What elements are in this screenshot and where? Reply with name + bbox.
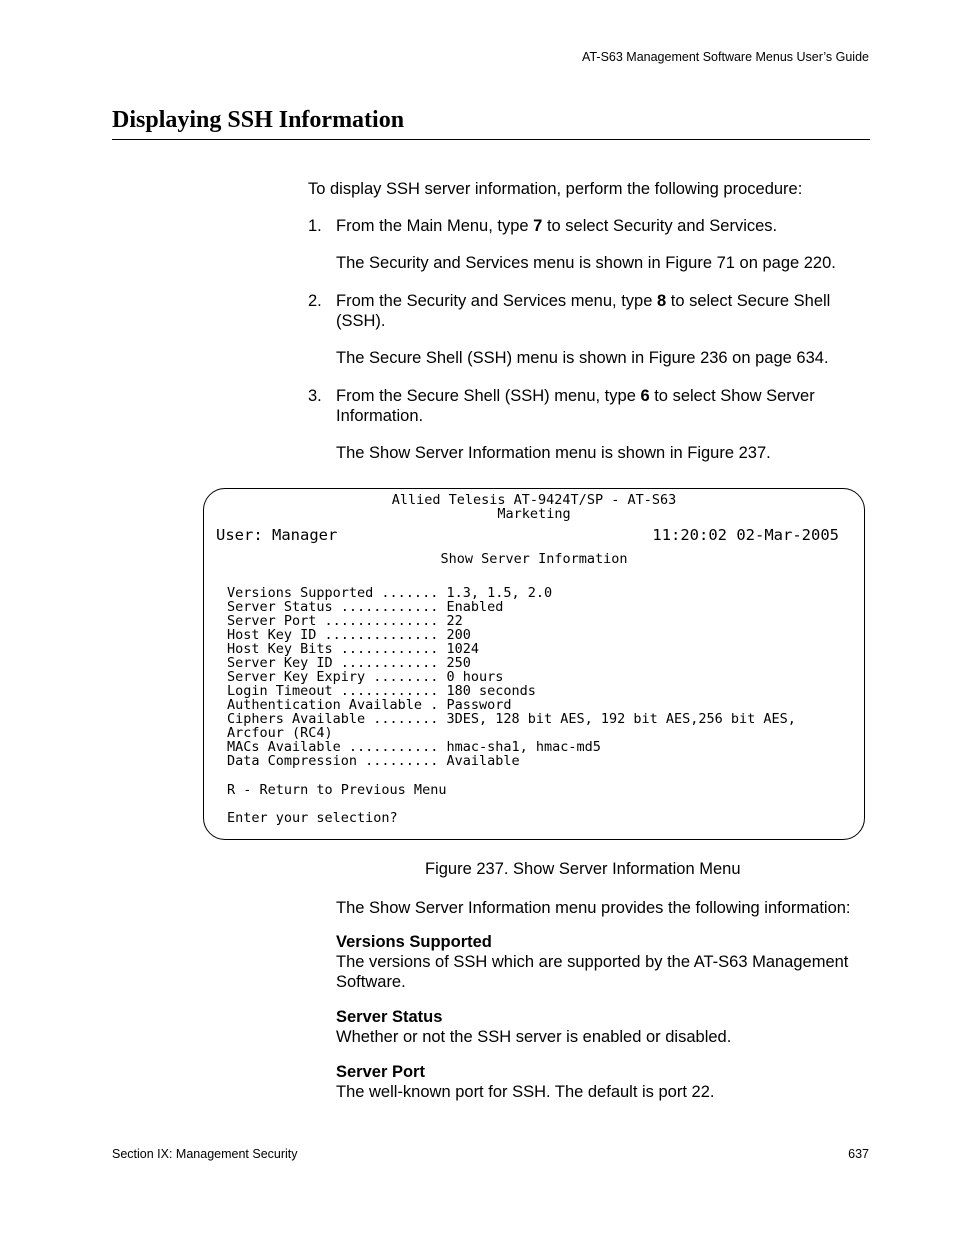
terminal-info-line: Versions Supported ....... 1.3, 1.5, 2.0 — [227, 585, 553, 601]
footer-section: Section IX: Management Security — [112, 1147, 298, 1161]
description-intro: The Show Server Information menu provides the following information: — [336, 899, 851, 917]
terminal-info-line: Data Compression ......... Available — [227, 753, 520, 769]
terminal-info-line: Server Status ............ Enabled — [227, 599, 504, 615]
step-1-note: The Security and Services menu is shown in Figure 71 on page 220. — [336, 254, 836, 272]
step-2-text: From the Security and Services menu, type 8 to select Secure Shell (SSH). — [336, 292, 831, 330]
terminal-info-line: Server Key ID ............ 250 — [227, 655, 471, 671]
step-2-key: 8 — [656, 292, 667, 310]
terminal-info-line: Ciphers Available ........ 3DES, 128 bit AES, 192 bit AES,256 bit AES, — [227, 711, 796, 727]
step-3-text: From the Secure Shell (SSH) menu, type 6 to select Show Server Information. — [336, 387, 815, 425]
step-1-number: 1. — [308, 217, 322, 235]
terminal-prompt[interactable]: Enter your selection? — [227, 810, 398, 826]
term-versions-supported: Versions Supported — [336, 933, 492, 951]
terminal-info-line: Authentication Available . Password — [227, 697, 512, 713]
step-2-number: 2. — [308, 292, 322, 310]
definition-server-status: Whether or not the SSH server is enabled or disabled. — [336, 1028, 732, 1046]
terminal-timestamp: 11:20:02 02-Mar-2005 — [652, 526, 839, 544]
intro-text: To display SSH server information, perform the following procedure: — [308, 180, 803, 198]
terminal-info-line: Server Key Expiry ........ 0 hours — [227, 669, 504, 685]
terminal-menu-title: Show Server Information — [440, 551, 628, 567]
term-server-status: Server Status — [336, 1008, 443, 1026]
step-1-key: 7 — [533, 217, 543, 235]
terminal-info-line: Login Timeout ............ 180 seconds — [227, 683, 536, 699]
running-header: AT-S63 Management Software Menus User’s Guide — [582, 50, 869, 64]
step-1-text: From the Main Menu, type 7 to select Security and Services. — [336, 217, 778, 235]
definition-server-port: The well-known port for SSH. The default is port 22. — [336, 1083, 715, 1101]
terminal-info-line: Arcfour (RC4) — [227, 725, 333, 741]
title-rule — [112, 139, 870, 140]
terminal-location-line: Marketing — [497, 506, 571, 522]
terminal-return-option[interactable]: R - Return to Previous Menu — [227, 782, 447, 798]
section-title: Displaying SSH Information — [112, 107, 405, 133]
step-3-note: The Show Server Information menu is shown in Figure 237. — [336, 444, 771, 462]
page-number: 637 — [848, 1147, 869, 1161]
terminal-info-line: MACs Available ........... hmac-sha1, hmac-md5 — [227, 739, 601, 755]
terminal-company-line: Allied Telesis AT-9424T/SP - AT-S63 — [391, 492, 677, 508]
terminal-user: User: Manager — [216, 526, 338, 544]
terminal-info-line: Host Key Bits ............ 1024 — [227, 641, 479, 657]
step-3-number: 3. — [308, 387, 322, 405]
terminal-info-line: Host Key ID .............. 200 — [227, 627, 471, 643]
step-2-note: The Secure Shell (SSH) menu is shown in Figure 236 on page 634. — [336, 349, 829, 367]
step-3-key: 6 — [640, 387, 650, 405]
definition-versions-supported: The versions of SSH which are supported by the AT-S63 Management Software. — [336, 953, 849, 991]
terminal-info-line: Server Port .............. 22 — [227, 613, 463, 629]
figure-caption: Figure 237. Show Server Information Menu — [425, 860, 741, 878]
term-server-port: Server Port — [336, 1063, 425, 1081]
